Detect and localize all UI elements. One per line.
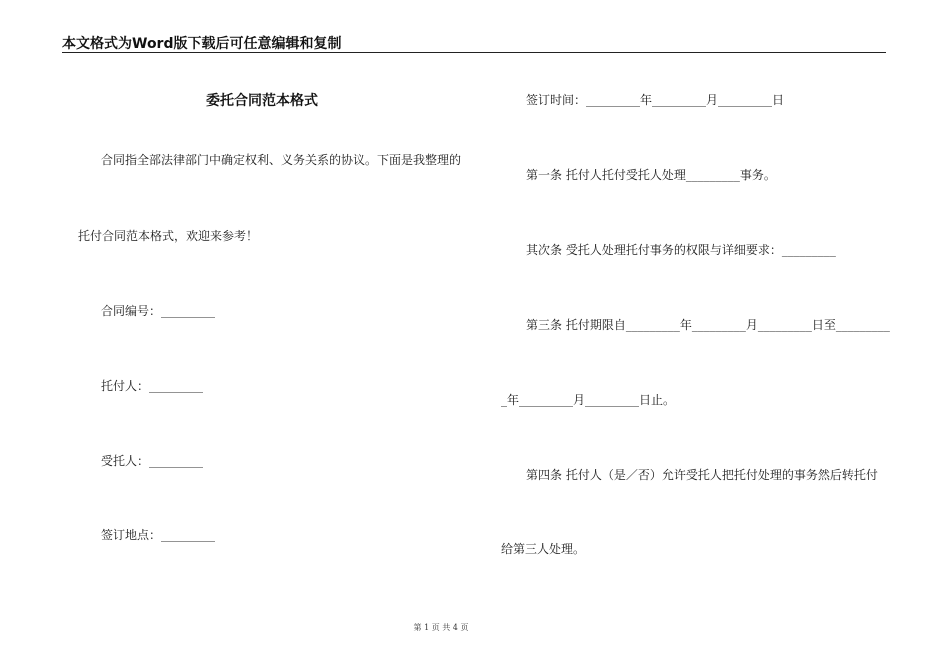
- intro-line-2: 托付合同范本格式，欢迎来参考！: [78, 229, 259, 243]
- header-title: 本文格式为Word版下载后可任意编辑和复制: [62, 36, 342, 52]
- article-3-line-1: 第三条 托付期限自_________年_________月_________日至_________: [526, 318, 890, 332]
- article-3-line-2: _年_________月_________日止。: [501, 393, 676, 407]
- article-1: 第一条 托付人托付受托人处理_________事务。: [526, 168, 776, 182]
- article-4-line-2: 给第三人处理。: [501, 542, 586, 556]
- document-title: 委托合同范本格式: [206, 93, 318, 109]
- signing-place-field: 签订地点：_________: [101, 528, 216, 542]
- intro-line-1: 合同指全部法律部门中确定权利、义务关系的协议。下面是我整理的: [101, 153, 462, 167]
- article-4-line-1: 第四条 托付人（是／否）允许受托人把托付处理的事务然后转托付: [526, 468, 878, 482]
- header-divider: [62, 52, 886, 53]
- contract-number-field: 合同编号：_________: [101, 304, 216, 318]
- article-2: 其次条 受托人处理托付事务的权限与详细要求：_________: [526, 243, 836, 257]
- agent-field: 受托人：_________: [101, 454, 204, 468]
- signing-time-field: 签订时间：_________年_________月_________日: [526, 93, 785, 107]
- principal-field: 托付人：_________: [101, 379, 204, 393]
- page-indicator: 第 1 页 共 4 页: [413, 623, 469, 632]
